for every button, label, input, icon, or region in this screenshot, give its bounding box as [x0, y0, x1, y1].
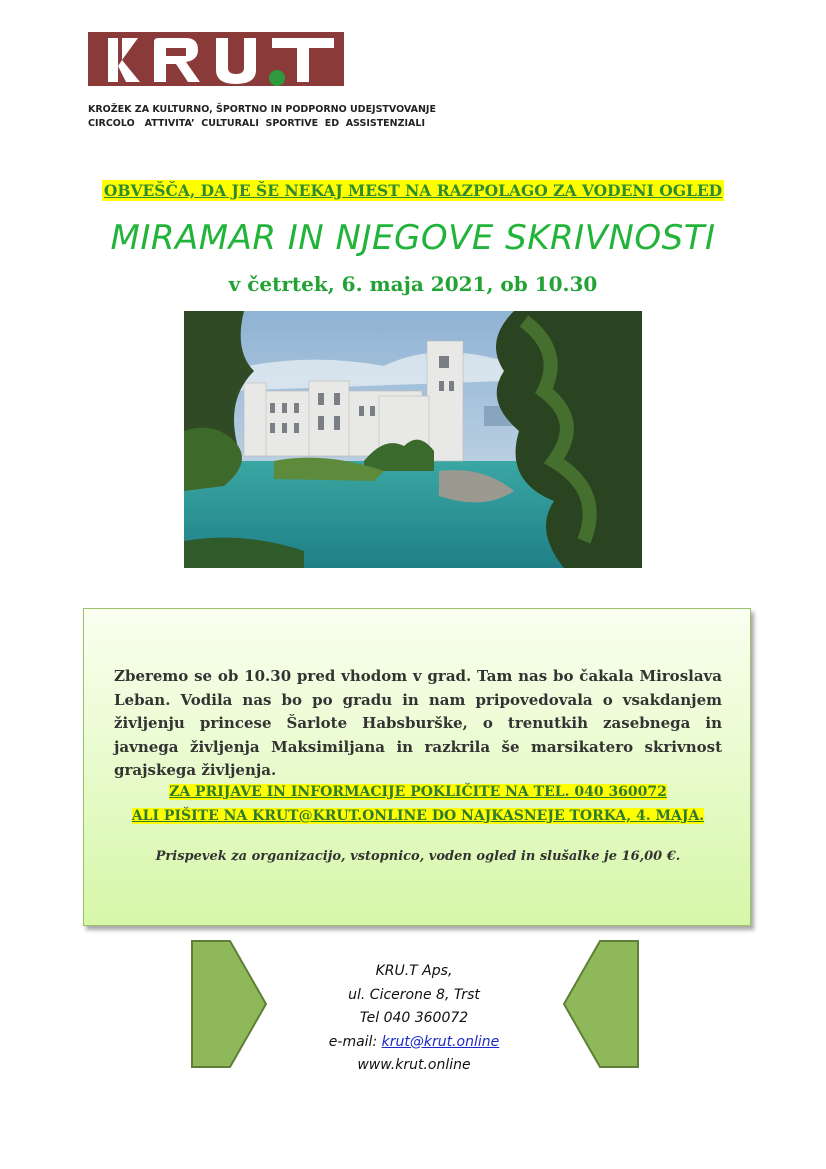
contact-line-email	[84, 805, 752, 824]
availability-banner	[0, 181, 826, 200]
footer-website[interactable]: www.krut.online	[357, 1057, 471, 1073]
krut-logo	[88, 28, 344, 94]
availability-text: OBVEŠČA, DA JE ŠE NEKAJ MEST NA RAZPOLAGO ZA VODENI OGLED	[103, 181, 723, 200]
event-description: Zberemo se ob 10.30 pred vhodom v grad. Tam nas bo čakala Miroslava Leban. Vodila nas bo po gradu in nam pripovedovala o vsakdanjem življenju princese Šarlote Habsburške, o trenutkih zasebnega in javnega življenja Maksimiljana in razkrila še marsikatero skrivnost grajskega življenja.	[114, 667, 722, 779]
footer-email-line	[264, 1031, 564, 1055]
contact-phone-text: ZA PRIJAVE IN INFORMACIJE POKLIČITE NA TEL. 040 360072	[169, 784, 667, 800]
arrow-left-icon	[562, 939, 640, 1069]
logo-dot-icon	[269, 70, 285, 86]
footer-email-label: e-mail:	[328, 1033, 382, 1050]
event-info-box	[83, 608, 751, 926]
footer-address: ul. Cicerone 8, Trst	[348, 986, 480, 1003]
footer-contact	[264, 960, 564, 1078]
event-title: MIRAMAR IN NJEGOVE SKRIVNOSTI	[110, 218, 716, 258]
footer-phone: Tel 040 360072	[359, 1010, 469, 1026]
arrow-right-icon	[190, 939, 268, 1069]
contact-email-text: ALI PIŠITE NA KRUT@KRUT.ONLINE DO NAJKASNEJE TORKA, 4. MAJA.	[131, 808, 705, 824]
contact-line-phone	[84, 781, 752, 800]
org-name-slovene: KROŽEK ZA KULTURNO, ŠPORTNO IN PODPORNO UDEJSTVOVANJE	[88, 104, 436, 115]
footer-email-link[interactable]: krut@krut.online	[381, 1033, 500, 1050]
fee-note: Prispevek za organizacijo, vstopnico, voden ogled in slušalke je 16,00 €.	[155, 849, 681, 864]
event-date: v četrtek, 6. maja 2021, ob 10.30	[228, 272, 598, 296]
org-name	[88, 103, 436, 131]
footer-org-name: KRU.T Aps,	[375, 963, 453, 979]
org-name-italian: CIRCOLO ATTIVITA’ CULTURALI SPORTIVE ED ASSISTENZIALI	[88, 118, 425, 129]
miramare-castle-photo	[184, 311, 642, 568]
